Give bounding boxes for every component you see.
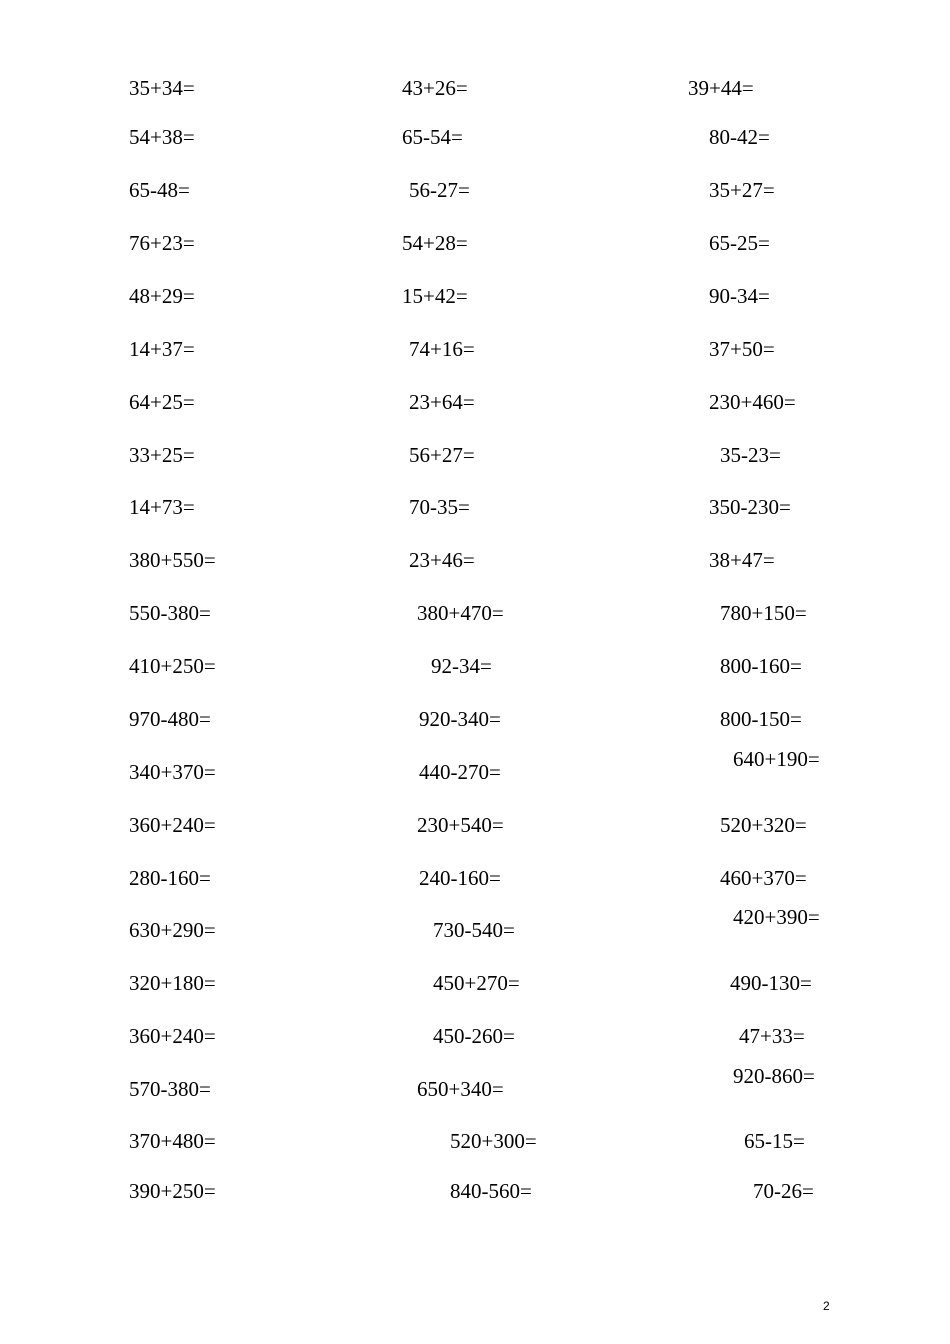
problem-cell: 14+73= <box>129 495 195 519</box>
problem-cell: 64+25= <box>129 390 195 414</box>
problem-cell: 54+28= <box>402 231 468 255</box>
problem-cell: 460+370= <box>720 866 807 890</box>
problem-cell: 74+16= <box>409 337 475 361</box>
problem-cell: 43+26= <box>402 76 468 100</box>
problem-cell: 380+550= <box>129 548 216 572</box>
problem-cell: 65-48= <box>129 178 190 202</box>
problem-cell: 33+25= <box>129 443 195 467</box>
problem-cell: 230+460= <box>709 390 796 414</box>
problem-cell: 23+46= <box>409 548 475 572</box>
problem-row <box>0 336 950 386</box>
problem-cell: 80-42= <box>709 125 770 149</box>
problem-row <box>0 970 950 1020</box>
problem-row <box>0 547 950 597</box>
problem-cell: 76+23= <box>129 231 195 255</box>
problem-cell: 520+320= <box>720 813 807 837</box>
problem-cell: 15+42= <box>402 284 468 308</box>
problem-cell: 450-260= <box>433 1024 515 1048</box>
problem-cell: 65-15= <box>744 1129 805 1153</box>
problem-cell: 70-35= <box>409 495 470 519</box>
problem-row <box>0 812 950 862</box>
problem-cell: 520+300= <box>450 1129 537 1153</box>
problem-cell: 23+64= <box>409 390 475 414</box>
problem-cell: 320+180= <box>129 971 216 995</box>
problem-cell: 920-340= <box>419 707 501 731</box>
problem-cell: 35+34= <box>129 76 195 100</box>
problem-cell: 48+29= <box>129 284 195 308</box>
problem-cell: 840-560= <box>450 1179 532 1203</box>
problem-cell: 38+47= <box>709 548 775 572</box>
problem-cell: 360+240= <box>129 813 216 837</box>
problem-cell: 800-150= <box>720 707 802 731</box>
problem-cell: 570-380= <box>129 1077 211 1101</box>
problem-row <box>0 653 950 703</box>
problem-cell: 450+270= <box>433 971 520 995</box>
problem-cell: 350-230= <box>709 495 791 519</box>
problem-cell: 550-380= <box>129 601 211 625</box>
problem-cell: 490-130= <box>730 971 812 995</box>
problem-cell: 65-54= <box>402 125 463 149</box>
problem-cell: 230+540= <box>417 813 504 837</box>
problem-cell: 240-160= <box>419 866 501 890</box>
problem-row <box>0 389 950 439</box>
problem-row <box>0 124 950 174</box>
problem-cell: 630+290= <box>129 918 216 942</box>
problem-cell: 920-860= <box>733 1064 815 1088</box>
problem-row <box>0 442 950 492</box>
problem-cell: 380+470= <box>417 601 504 625</box>
problem-cell: 640+190= <box>733 747 820 771</box>
problem-row <box>0 494 950 544</box>
problem-cell: 370+480= <box>129 1129 216 1153</box>
problem-cell: 39+44= <box>688 76 754 100</box>
problem-row <box>0 230 950 280</box>
problem-cell: 800-160= <box>720 654 802 678</box>
problem-row <box>0 1128 950 1178</box>
page-number: 2 <box>823 1299 830 1313</box>
problem-row <box>0 1064 950 1126</box>
problem-cell: 440-270= <box>419 760 501 784</box>
problem-cell: 280-160= <box>129 866 211 890</box>
problem-cell: 410+250= <box>129 654 216 678</box>
problem-cell: 970-480= <box>129 707 211 731</box>
problem-cell: 780+150= <box>720 601 807 625</box>
problem-cell: 14+37= <box>129 337 195 361</box>
problem-cell: 650+340= <box>417 1077 504 1101</box>
problem-cell: 35+27= <box>709 178 775 202</box>
problem-row <box>0 747 950 809</box>
problem-cell: 37+50= <box>709 337 775 361</box>
problem-cell: 56-27= <box>409 178 470 202</box>
problem-cell: 35-23= <box>720 443 781 467</box>
problem-cell: 340+370= <box>129 760 216 784</box>
problem-row <box>0 905 950 967</box>
problem-cell: 70-26= <box>753 1179 814 1203</box>
problem-cell: 730-540= <box>433 918 515 942</box>
problem-row <box>0 1178 950 1228</box>
problem-cell: 65-25= <box>709 231 770 255</box>
problem-cell: 90-34= <box>709 284 770 308</box>
problem-cell: 92-34= <box>431 654 492 678</box>
problem-row <box>0 75 950 125</box>
problem-row <box>0 177 950 227</box>
problem-cell: 360+240= <box>129 1024 216 1048</box>
problem-cell: 54+38= <box>129 125 195 149</box>
problem-cell: 47+33= <box>739 1024 805 1048</box>
problem-row <box>0 283 950 333</box>
problem-cell: 390+250= <box>129 1179 216 1203</box>
problem-cell: 420+390= <box>733 905 820 929</box>
problem-cell: 56+27= <box>409 443 475 467</box>
problem-row <box>0 600 950 650</box>
